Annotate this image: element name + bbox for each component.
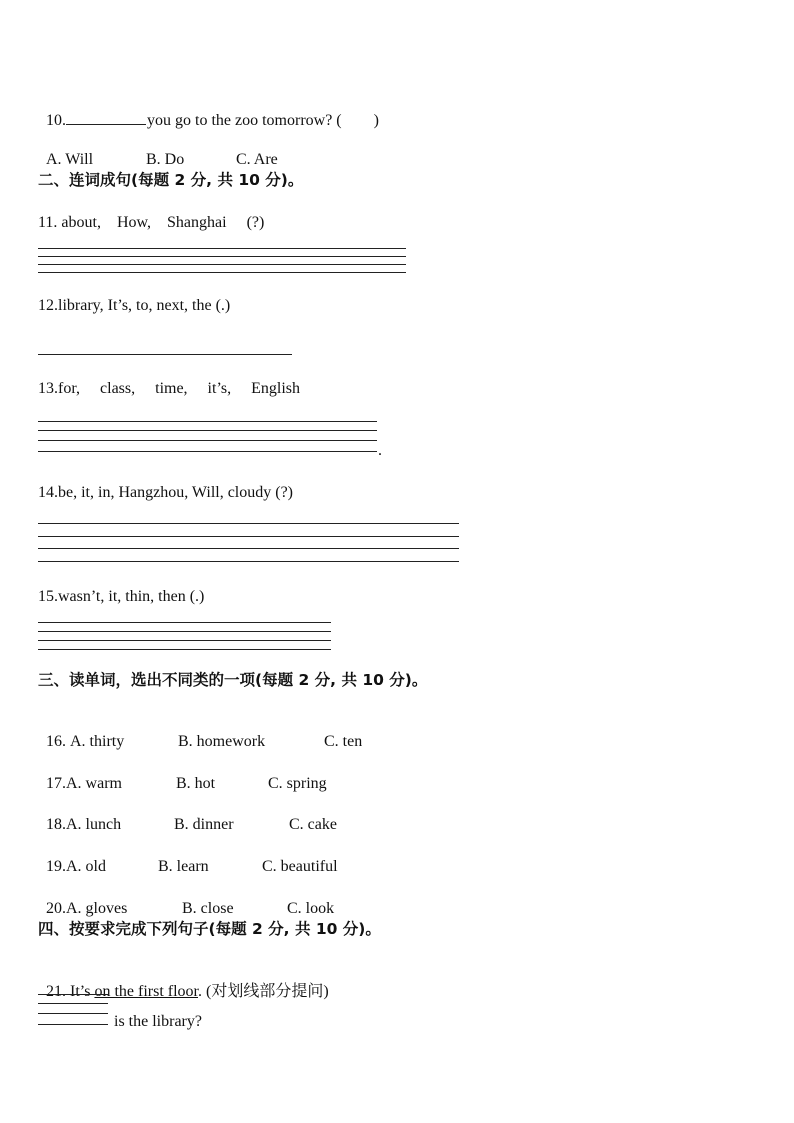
answer-line[interactable] bbox=[38, 440, 377, 441]
question-12: 12.library, It’s, to, next, the (.) bbox=[38, 297, 231, 314]
question-16 bbox=[38, 712, 362, 752]
question-number: 10. bbox=[46, 112, 66, 129]
option-b: B. homework bbox=[178, 733, 266, 750]
answer-line[interactable] bbox=[38, 640, 331, 641]
question-11: 11. about, How, Shanghai (?) bbox=[38, 214, 265, 231]
section-3-heading: 三、读单词，选出不同类的一项(每题 2 分, 共 10 分)。 bbox=[38, 671, 428, 689]
option-c: C. cake bbox=[289, 816, 337, 833]
question-10 bbox=[38, 88, 379, 131]
question-number: 16. bbox=[46, 733, 70, 750]
question-prefix: 21. It’s bbox=[46, 983, 95, 1000]
option-c: C. beautiful bbox=[262, 858, 338, 875]
answer-line[interactable] bbox=[38, 264, 406, 265]
option-c: C. spring bbox=[268, 775, 327, 792]
question-instruction: . (对划线部分提问) bbox=[198, 983, 329, 1000]
answer-line[interactable] bbox=[38, 548, 459, 549]
option-a: A. thirty bbox=[70, 733, 125, 750]
option-a: A. lunch bbox=[66, 816, 122, 833]
option-b: B. close bbox=[182, 900, 234, 917]
option-a: A. old bbox=[66, 858, 106, 875]
question-14: 14.be, it, in, Hangzhou, Will, cloudy (?) bbox=[38, 484, 294, 501]
question-text: you go to the zoo tomorrow? ( bbox=[147, 112, 342, 129]
option-a: A. Will bbox=[46, 151, 94, 168]
answer-line[interactable] bbox=[38, 1013, 108, 1014]
option-c: C. Are bbox=[236, 151, 278, 168]
question-10-options bbox=[38, 130, 278, 170]
answer-line[interactable] bbox=[38, 631, 331, 632]
question-15: 15.wasn’t, it, thin, then (.) bbox=[38, 588, 205, 605]
option-b: B. Do bbox=[146, 151, 185, 168]
option-b: B. learn bbox=[158, 858, 209, 875]
option-b: B. dinner bbox=[174, 816, 234, 833]
question-number: 19. bbox=[46, 858, 66, 875]
answer-line[interactable] bbox=[38, 354, 292, 355]
section-4-heading: 四、按要求完成下列句子(每题 2 分, 共 10 分)。 bbox=[38, 920, 381, 938]
question-13: 13.for, class, time, it’s, English bbox=[38, 380, 301, 397]
option-a: A. warm bbox=[66, 775, 122, 792]
option-a: A. gloves bbox=[66, 900, 128, 917]
option-b: B. hot bbox=[176, 775, 216, 792]
answer-line[interactable] bbox=[38, 430, 377, 431]
answer-line[interactable] bbox=[38, 272, 406, 273]
answer-line[interactable] bbox=[38, 994, 108, 995]
answer-line[interactable] bbox=[38, 622, 331, 623]
answer-line[interactable] bbox=[38, 536, 459, 537]
answer-line[interactable] bbox=[38, 1003, 108, 1004]
option-c: C. ten bbox=[324, 733, 363, 750]
answer-line[interactable] bbox=[38, 523, 459, 524]
answer-sentence-tail: is the library? bbox=[114, 1013, 202, 1030]
underlined-phrase: on the first floor bbox=[94, 983, 198, 1000]
answer-line[interactable] bbox=[38, 649, 331, 650]
answer-line[interactable] bbox=[38, 561, 459, 562]
answer-line[interactable] bbox=[38, 451, 377, 452]
sentence-end-period: . bbox=[378, 442, 382, 459]
answer-blank[interactable] bbox=[66, 108, 146, 125]
question-18 bbox=[38, 795, 337, 835]
question-number: 20. bbox=[46, 900, 66, 917]
option-c: C. look bbox=[287, 900, 335, 917]
question-21 bbox=[38, 962, 329, 1002]
answer-line[interactable] bbox=[38, 421, 377, 422]
answer-line[interactable] bbox=[38, 256, 406, 257]
answer-line[interactable] bbox=[38, 1024, 108, 1025]
question-number: 18. bbox=[46, 816, 66, 833]
question-19 bbox=[38, 837, 338, 877]
question-20 bbox=[38, 879, 334, 919]
section-2-heading: 二、连词成句(每题 2 分, 共 10 分)。 bbox=[38, 171, 304, 189]
answer-line[interactable] bbox=[38, 248, 406, 249]
question-number: 17. bbox=[46, 775, 66, 792]
question-close-paren: ) bbox=[373, 112, 379, 129]
question-17 bbox=[38, 754, 327, 794]
